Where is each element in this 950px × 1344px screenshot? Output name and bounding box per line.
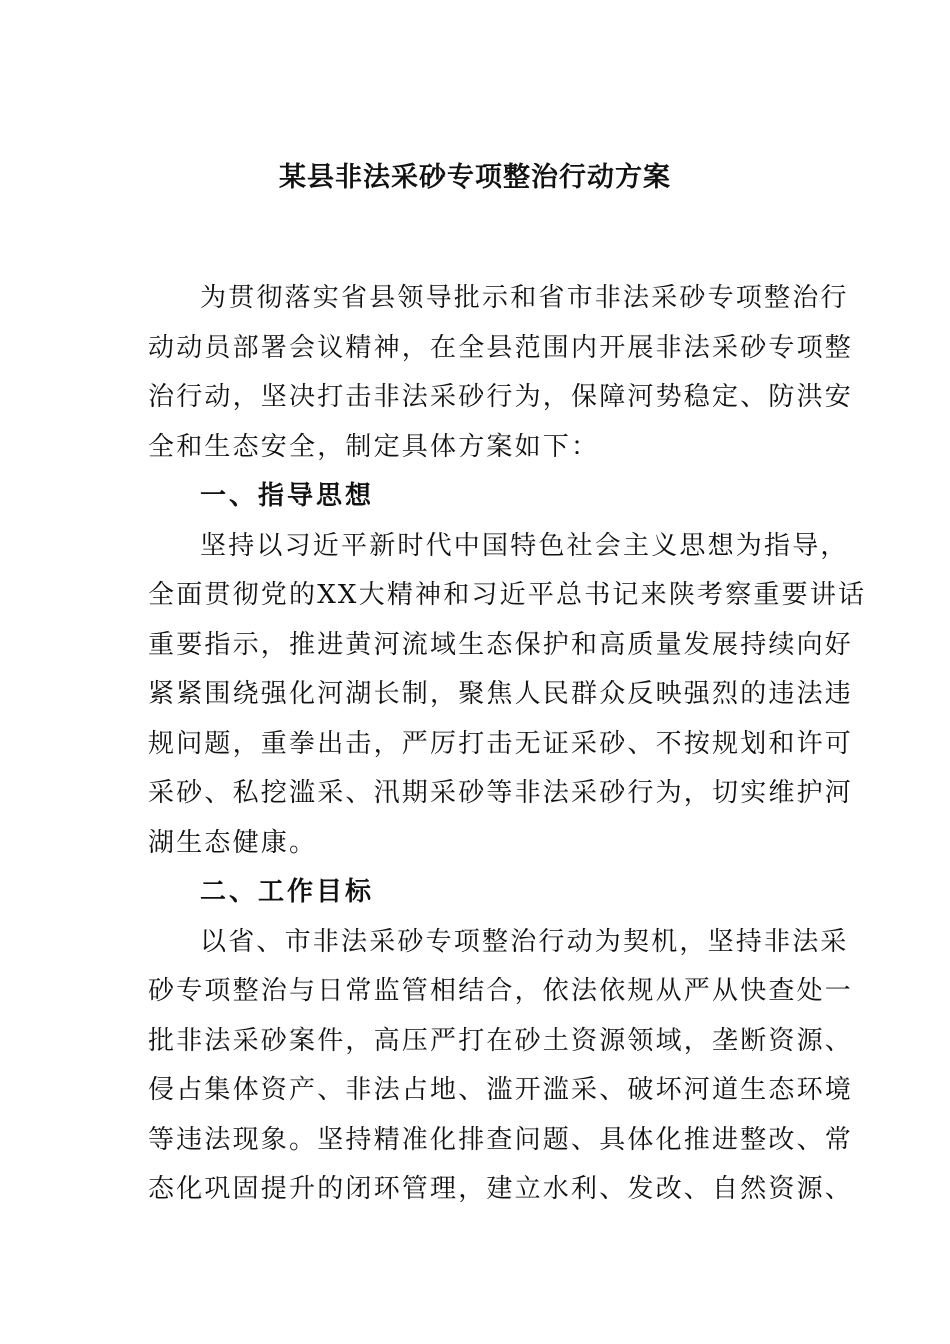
paragraph-line: 全面贯彻党的XX大精神和习近平总书记来陕考察重要讲话 <box>148 580 867 610</box>
paragraph-line: 湖生态健康。 <box>148 827 318 858</box>
paragraph-line: 动动员部署会议精神，在全县范围内开展非法采砂专项整 <box>148 332 854 363</box>
section-heading-work-goals: 二、工作目标 <box>200 877 375 907</box>
paragraph-line: 等违法现象。坚持精准化排查问题、具体化推进整改、常 <box>148 1124 854 1155</box>
paragraph-line: 规问题，重拳出击，严厉打击无证采砂、不按规划和许可 <box>148 728 854 759</box>
paragraph-line: 治行动，坚决打击非法采砂行为，保障河势稳定、防洪安 <box>148 382 854 412</box>
paragraph-line: 砂专项整治与日常监管相结合，依法依规从严从快查处一 <box>148 976 854 1006</box>
paragraph-line: 采砂、私挖滥采、汛期采砂等非法采砂行为，切实维护河 <box>148 778 854 808</box>
paragraph-line: 态化巩固提升的闭环管理，建立水利、发改、自然资源、 <box>148 1174 854 1204</box>
document-body <box>148 274 867 1215</box>
paragraph-line: 重要指示，推进黄河流域生态保护和高质量发展持续向好 <box>148 629 854 660</box>
paragraph-line: 以省、市非法采砂专项整治行动为契机，坚持非法采 <box>200 926 849 957</box>
paragraph-line: 为贯彻落实省县领导批示和省市非法采砂专项整治行 <box>200 283 849 313</box>
paragraph-line: 坚持以习近平新时代中国特色社会主义思想为指导， <box>200 530 849 561</box>
section-heading-guiding-thought: 一、指导思想 <box>200 481 375 511</box>
paragraph-line: 紧紧围绕强化河湖长制，聚焦人民群众反映强烈的违法违 <box>148 679 854 709</box>
paragraph-line: 批非法采砂案件，高压严打在砂土资源领域，垄断资源、 <box>148 1025 854 1056</box>
document-title: 某县非法采砂专项整治行动方案 <box>279 162 671 193</box>
paragraph-line: 全和生态安全，制定具体方案如下： <box>148 431 600 462</box>
paragraph-line: 侵占集体资产、非法占地、滥开滥采、破坏河道生态环境 <box>148 1075 854 1105</box>
